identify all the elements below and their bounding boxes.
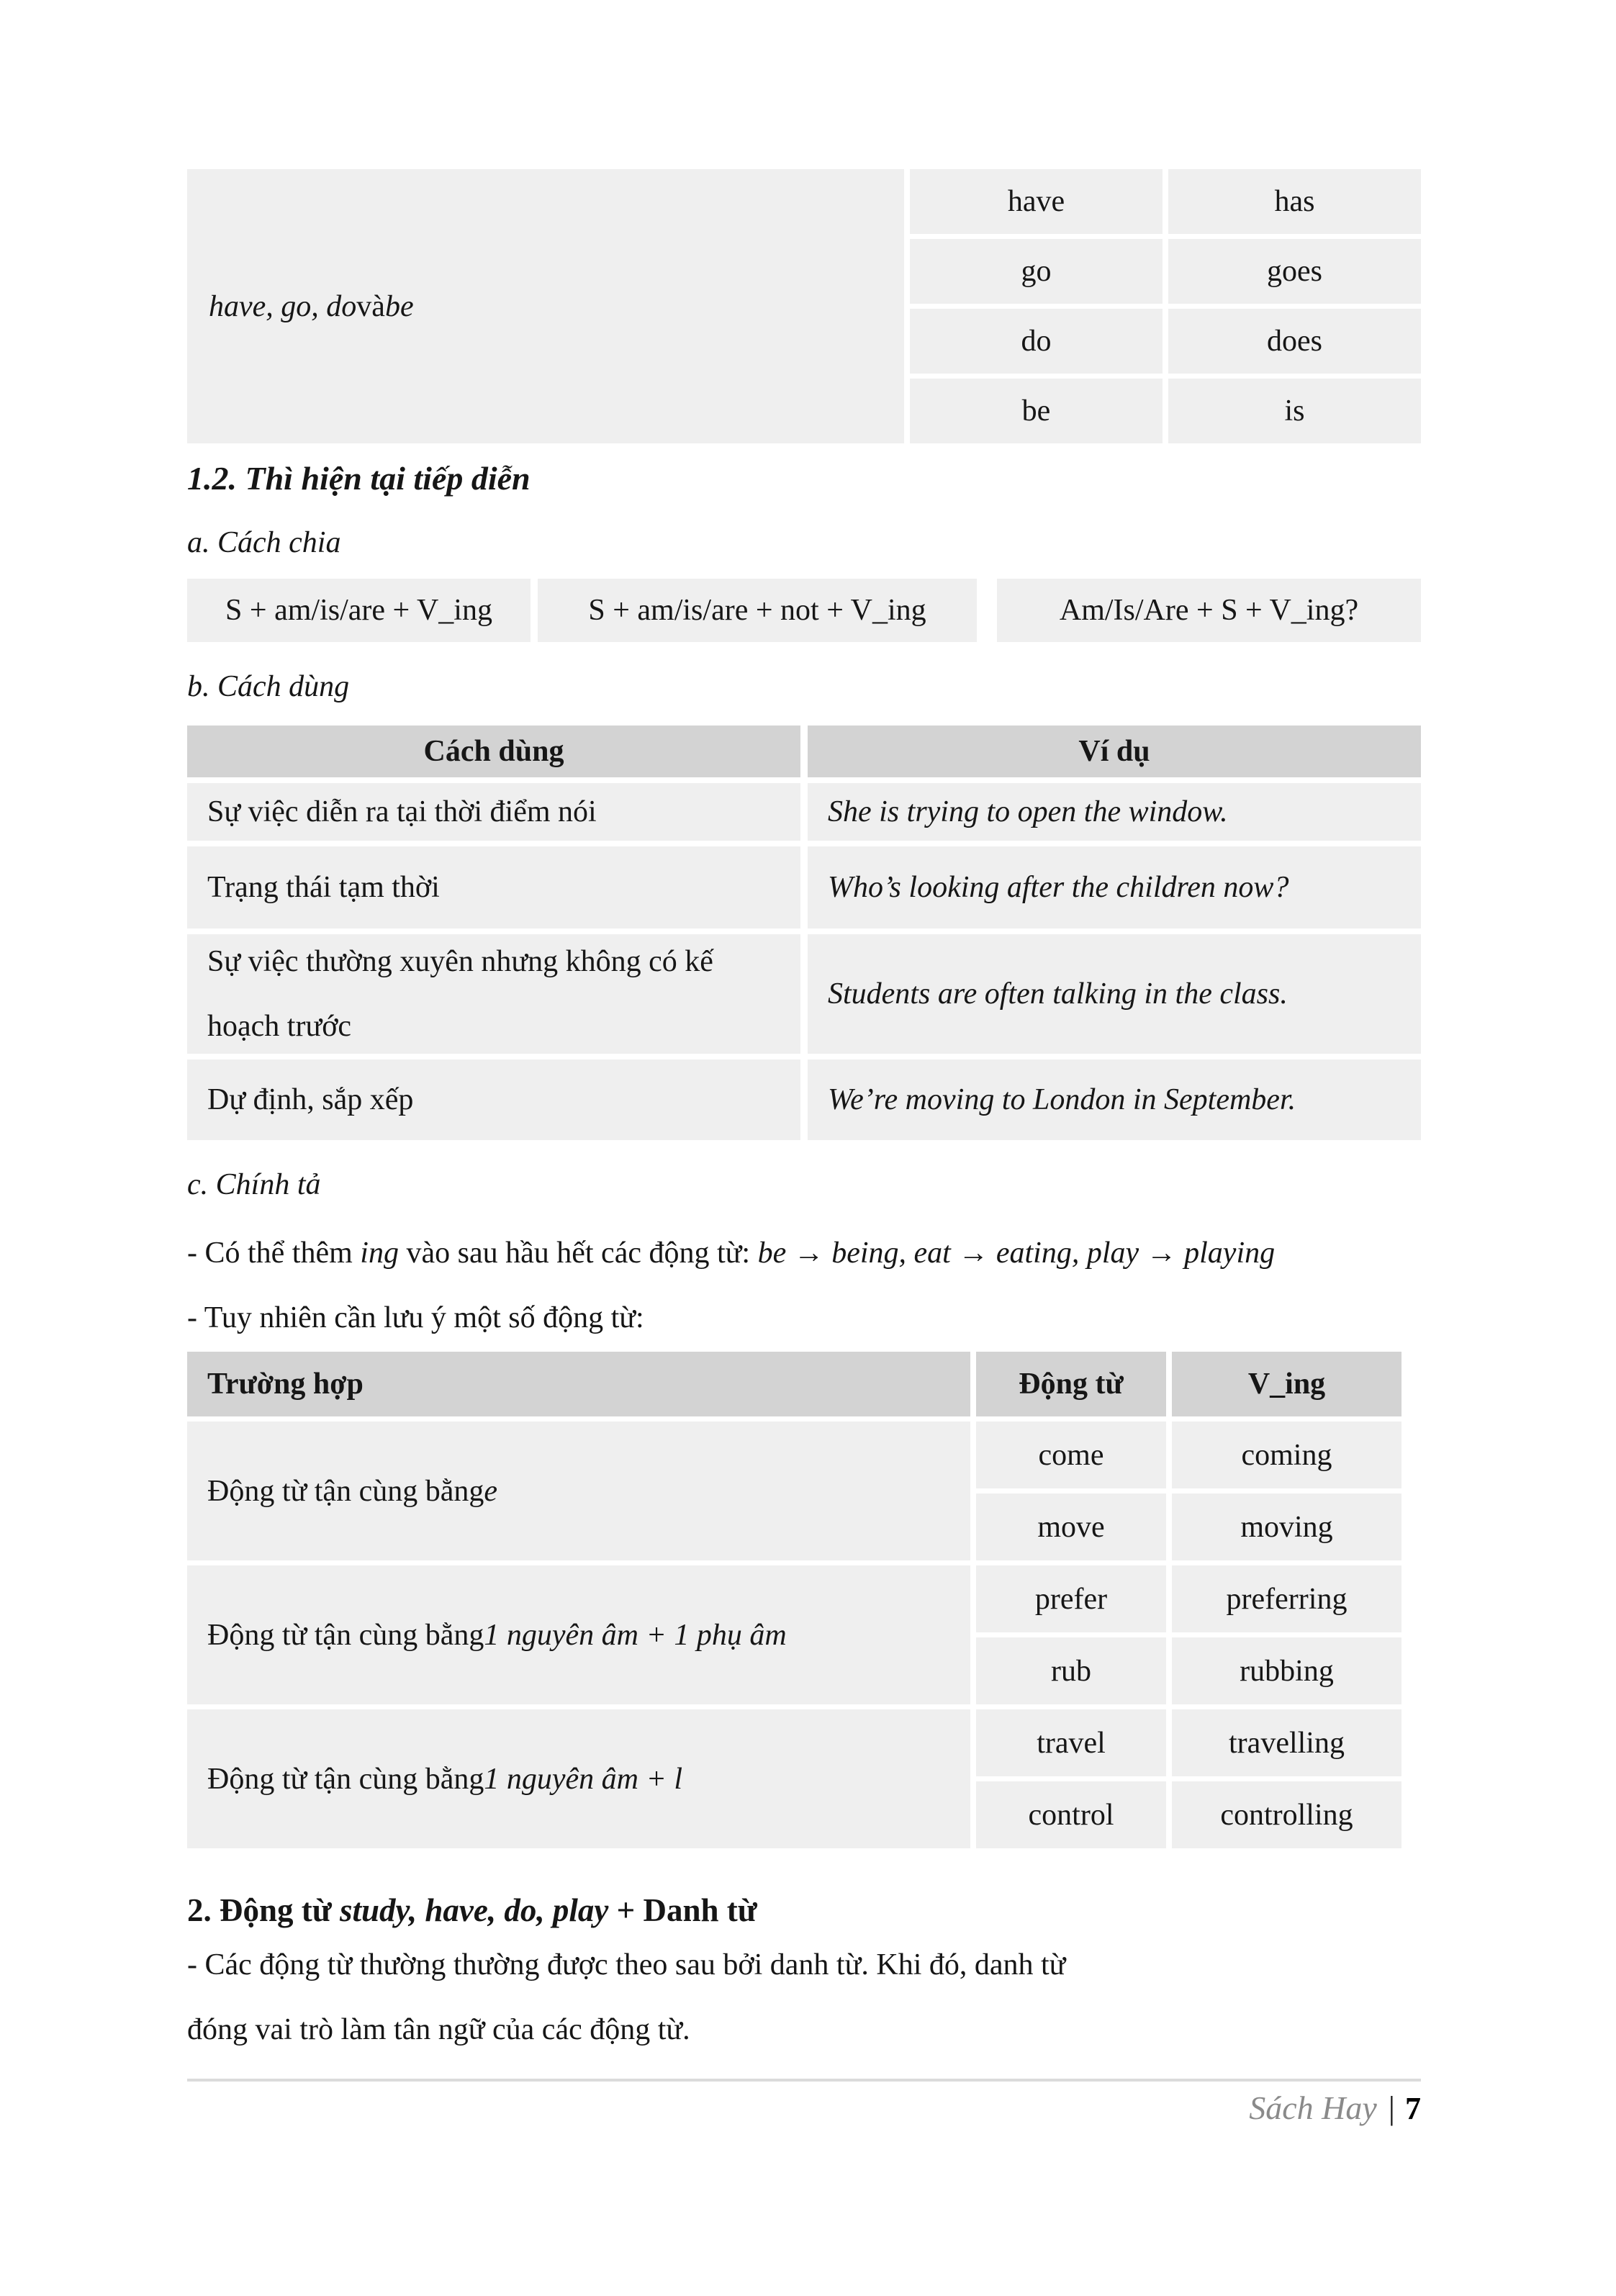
usage-example-table: [187, 726, 1421, 1140]
case-cell-ending-e: [187, 1422, 970, 1560]
note1-prefix: - Có thể thêm: [187, 1237, 361, 1270]
row-label-and: và: [356, 289, 385, 323]
note1-mid: vào sau hầu hết các động từ:: [398, 1237, 758, 1270]
ving-cell: preferring: [1172, 1565, 1401, 1632]
page-number: 7: [1405, 2091, 1421, 2126]
row-label-be: be: [384, 289, 414, 323]
note1-ing: ing: [360, 1237, 399, 1270]
question-formula: Am/Is/Are + S + V_ing?: [997, 579, 1421, 642]
note1-examples: be → being, eat → eating, play → playing: [757, 1237, 1276, 1270]
heading2-suffix: + Danh từ: [608, 1892, 757, 1928]
third-person-cell: does: [1168, 309, 1421, 374]
row-label-verbs: have, go, do: [209, 289, 357, 323]
case-cell-vowel-l: [187, 1709, 970, 1848]
heading2-verbs: study, have, do, play: [340, 1892, 609, 1928]
negative-formula: S + am/is/are + not + V_ing: [538, 579, 977, 642]
page-footer: [187, 2089, 1421, 2127]
heading2-prefix: 2. Động từ: [187, 1892, 340, 1928]
ving-cell: moving: [1172, 1493, 1401, 1560]
base-verb-cell: do: [910, 309, 1163, 374]
example-cell: We’re moving to London in September.: [808, 1059, 1421, 1140]
verb-column-header: Động từ: [976, 1352, 1166, 1416]
verb-cell: control: [976, 1781, 1166, 1848]
case-text: Động từ tận cùng bằng: [207, 1618, 484, 1652]
third-person-cell: has: [1168, 169, 1421, 234]
ving-cell: travelling: [1172, 1709, 1401, 1776]
third-person-cell: goes: [1168, 239, 1421, 304]
usage-cell: Trạng thái tạm thời: [187, 846, 800, 928]
footer-separator: |: [1388, 2089, 1395, 2126]
ving-cell: controlling: [1172, 1781, 1401, 1848]
spelling-note-2: - Tuy nhiên cần lưu ý một số động từ:: [187, 1301, 644, 1334]
footer-divider: [187, 2079, 1421, 2082]
case-text-italic: 1 nguyên âm + l: [484, 1762, 682, 1796]
subsection-label-a: a. Cách chia: [187, 526, 341, 559]
example-column-header: Ví dụ: [808, 726, 1421, 777]
base-verb-cell: be: [910, 379, 1163, 443]
section2-paragraph-line1: - Các động từ thường thường được theo sau bởi danh từ. Khi đó, danh từ: [187, 1948, 1066, 1981]
affirmative-formula: S + am/is/are + V_ing: [187, 579, 531, 642]
ving-cell: coming: [1172, 1422, 1401, 1488]
third-person-cell: is: [1168, 379, 1421, 443]
base-verb-cell: have: [910, 169, 1163, 234]
verb-cell: move: [976, 1493, 1166, 1560]
section-heading-2: [187, 1892, 1421, 1929]
case-cell-vowel-consonant: [187, 1565, 970, 1704]
usage-cell: Sự việc thường xuyên nhưng không có kế hoạch trước: [187, 934, 800, 1054]
example-cell: Students are often talking in the class.: [808, 934, 1421, 1054]
conjugation-row-label: [187, 169, 904, 443]
subsection-label-b: b. Cách dùng: [187, 670, 350, 703]
book-brand: Sách Hay: [1249, 2089, 1377, 2126]
case-column-header: Trường hợp: [187, 1352, 970, 1416]
verb-cell: prefer: [976, 1565, 1166, 1632]
ving-spelling-table: [187, 1352, 1421, 1848]
example-cell: She is trying to open the window.: [808, 783, 1421, 841]
verb-conjugation-table: [187, 169, 1421, 443]
tense-formula-row: [187, 579, 1421, 642]
base-verb-cell: go: [910, 239, 1163, 304]
case-text-italic: e: [484, 1474, 498, 1508]
case-text-italic: 1 nguyên âm + 1 phụ âm: [484, 1618, 787, 1652]
example-cell: Who’s looking after the children now?: [808, 846, 1421, 928]
subsection-label-c: c. Chính tả: [187, 1168, 321, 1201]
verb-cell: come: [976, 1422, 1166, 1488]
verb-cell: travel: [976, 1709, 1166, 1776]
spelling-note-1: [187, 1232, 1421, 1275]
ving-column-header: V_ing: [1172, 1352, 1401, 1416]
case-text: Động từ tận cùng bằng: [207, 1474, 484, 1508]
case-text: Động từ tận cùng bằng: [207, 1762, 484, 1796]
section2-paragraph-line2: đóng vai trò làm tân ngữ của các động từ.: [187, 2013, 690, 2046]
section-heading-1-2: 1.2. Thì hiện tại tiếp diễn: [187, 460, 531, 497]
page-content: [187, 0, 1421, 2296]
usage-cell: Dự định, sắp xếp: [187, 1059, 800, 1140]
usage-column-header: Cách dùng: [187, 726, 800, 777]
usage-cell: Sự việc diễn ra tại thời điểm nói: [187, 783, 800, 841]
verb-cell: rub: [976, 1637, 1166, 1704]
ving-cell: rubbing: [1172, 1637, 1401, 1704]
